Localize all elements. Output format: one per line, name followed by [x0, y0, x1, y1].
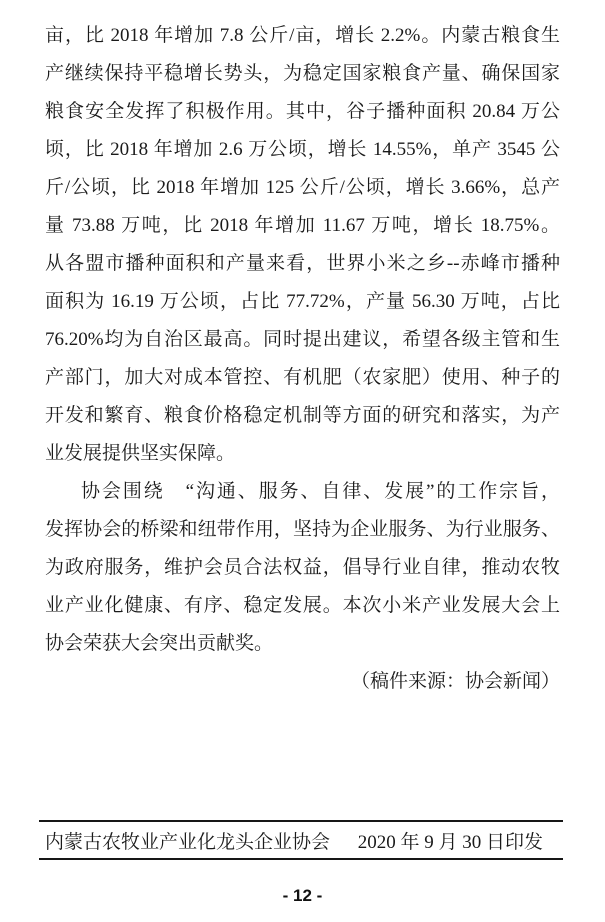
text-line: 产部门，加大对成本管控、有机肥（农家肥）使用、种子的	[45, 367, 560, 388]
text-line: 粮食安全发挥了积极作用。其中，谷子播种面积 20.84 万公	[45, 101, 560, 122]
document-body	[45, 17, 560, 701]
text-line: 76.20%均为自治区最高。同时提出建议，希望各级主管和生	[45, 329, 560, 350]
text-line: 为政府服务，维护会员合法权益，倡导行业自律，推动农牧	[45, 557, 560, 578]
text-line: 发挥协会的桥梁和纽带作用，坚持为企业服务、为行业服务、	[45, 519, 560, 540]
footer-row	[39, 822, 563, 858]
footer-rule-block	[39, 820, 563, 860]
text-line: 业产业化健康、有序、稳定发展。本次小米产业发展大会上	[45, 595, 560, 616]
text-line: 从各盟市播种面积和产量来看，世界小米之乡--赤峰市播种	[45, 253, 560, 274]
page-number: - 12 -	[282, 886, 323, 905]
text-line: 面积为 16.19 万公顷，占比 77.72%，产量 56.30 万吨，占比	[45, 291, 560, 312]
text-line: 业发展提供坚实保障。	[45, 443, 236, 464]
text-line: 斤/公顷，比 2018 年增加 125 公斤/公顷，增长 3.66%，总产	[45, 177, 560, 198]
text-line: 协会荣获大会突出贡献奖。	[45, 633, 274, 654]
text-line: 顷，比 2018 年增加 2.6 万公顷，增长 14.55%，单产 3545 公	[45, 139, 560, 160]
text-line: 开发和繁育、粮食价格稳定机制等方面的研究和落实，为产	[45, 405, 560, 426]
footer-print-date: 2020 年 9 月 30 日印发	[357, 831, 543, 853]
text-line: 产继续保持平稳增长势头，为稳定国家粮食产量、确保国家	[45, 63, 560, 84]
footer-organization: 内蒙古农牧业产业化龙头企业协会	[45, 831, 331, 853]
text-line: （稿件来源：协会新闻）	[350, 671, 560, 692]
text-line: 亩，比 2018 年增加 7.8 公斤/亩，增长 2.2%。内蒙古粮食生	[45, 25, 560, 46]
text-line: 量 73.88 万吨，比 2018 年增加 11.67 万吨，增长 18.75%。	[45, 215, 560, 236]
text-line: 协会围绕 “沟通、服务、自律、发展”的工作宗旨，	[81, 481, 560, 502]
